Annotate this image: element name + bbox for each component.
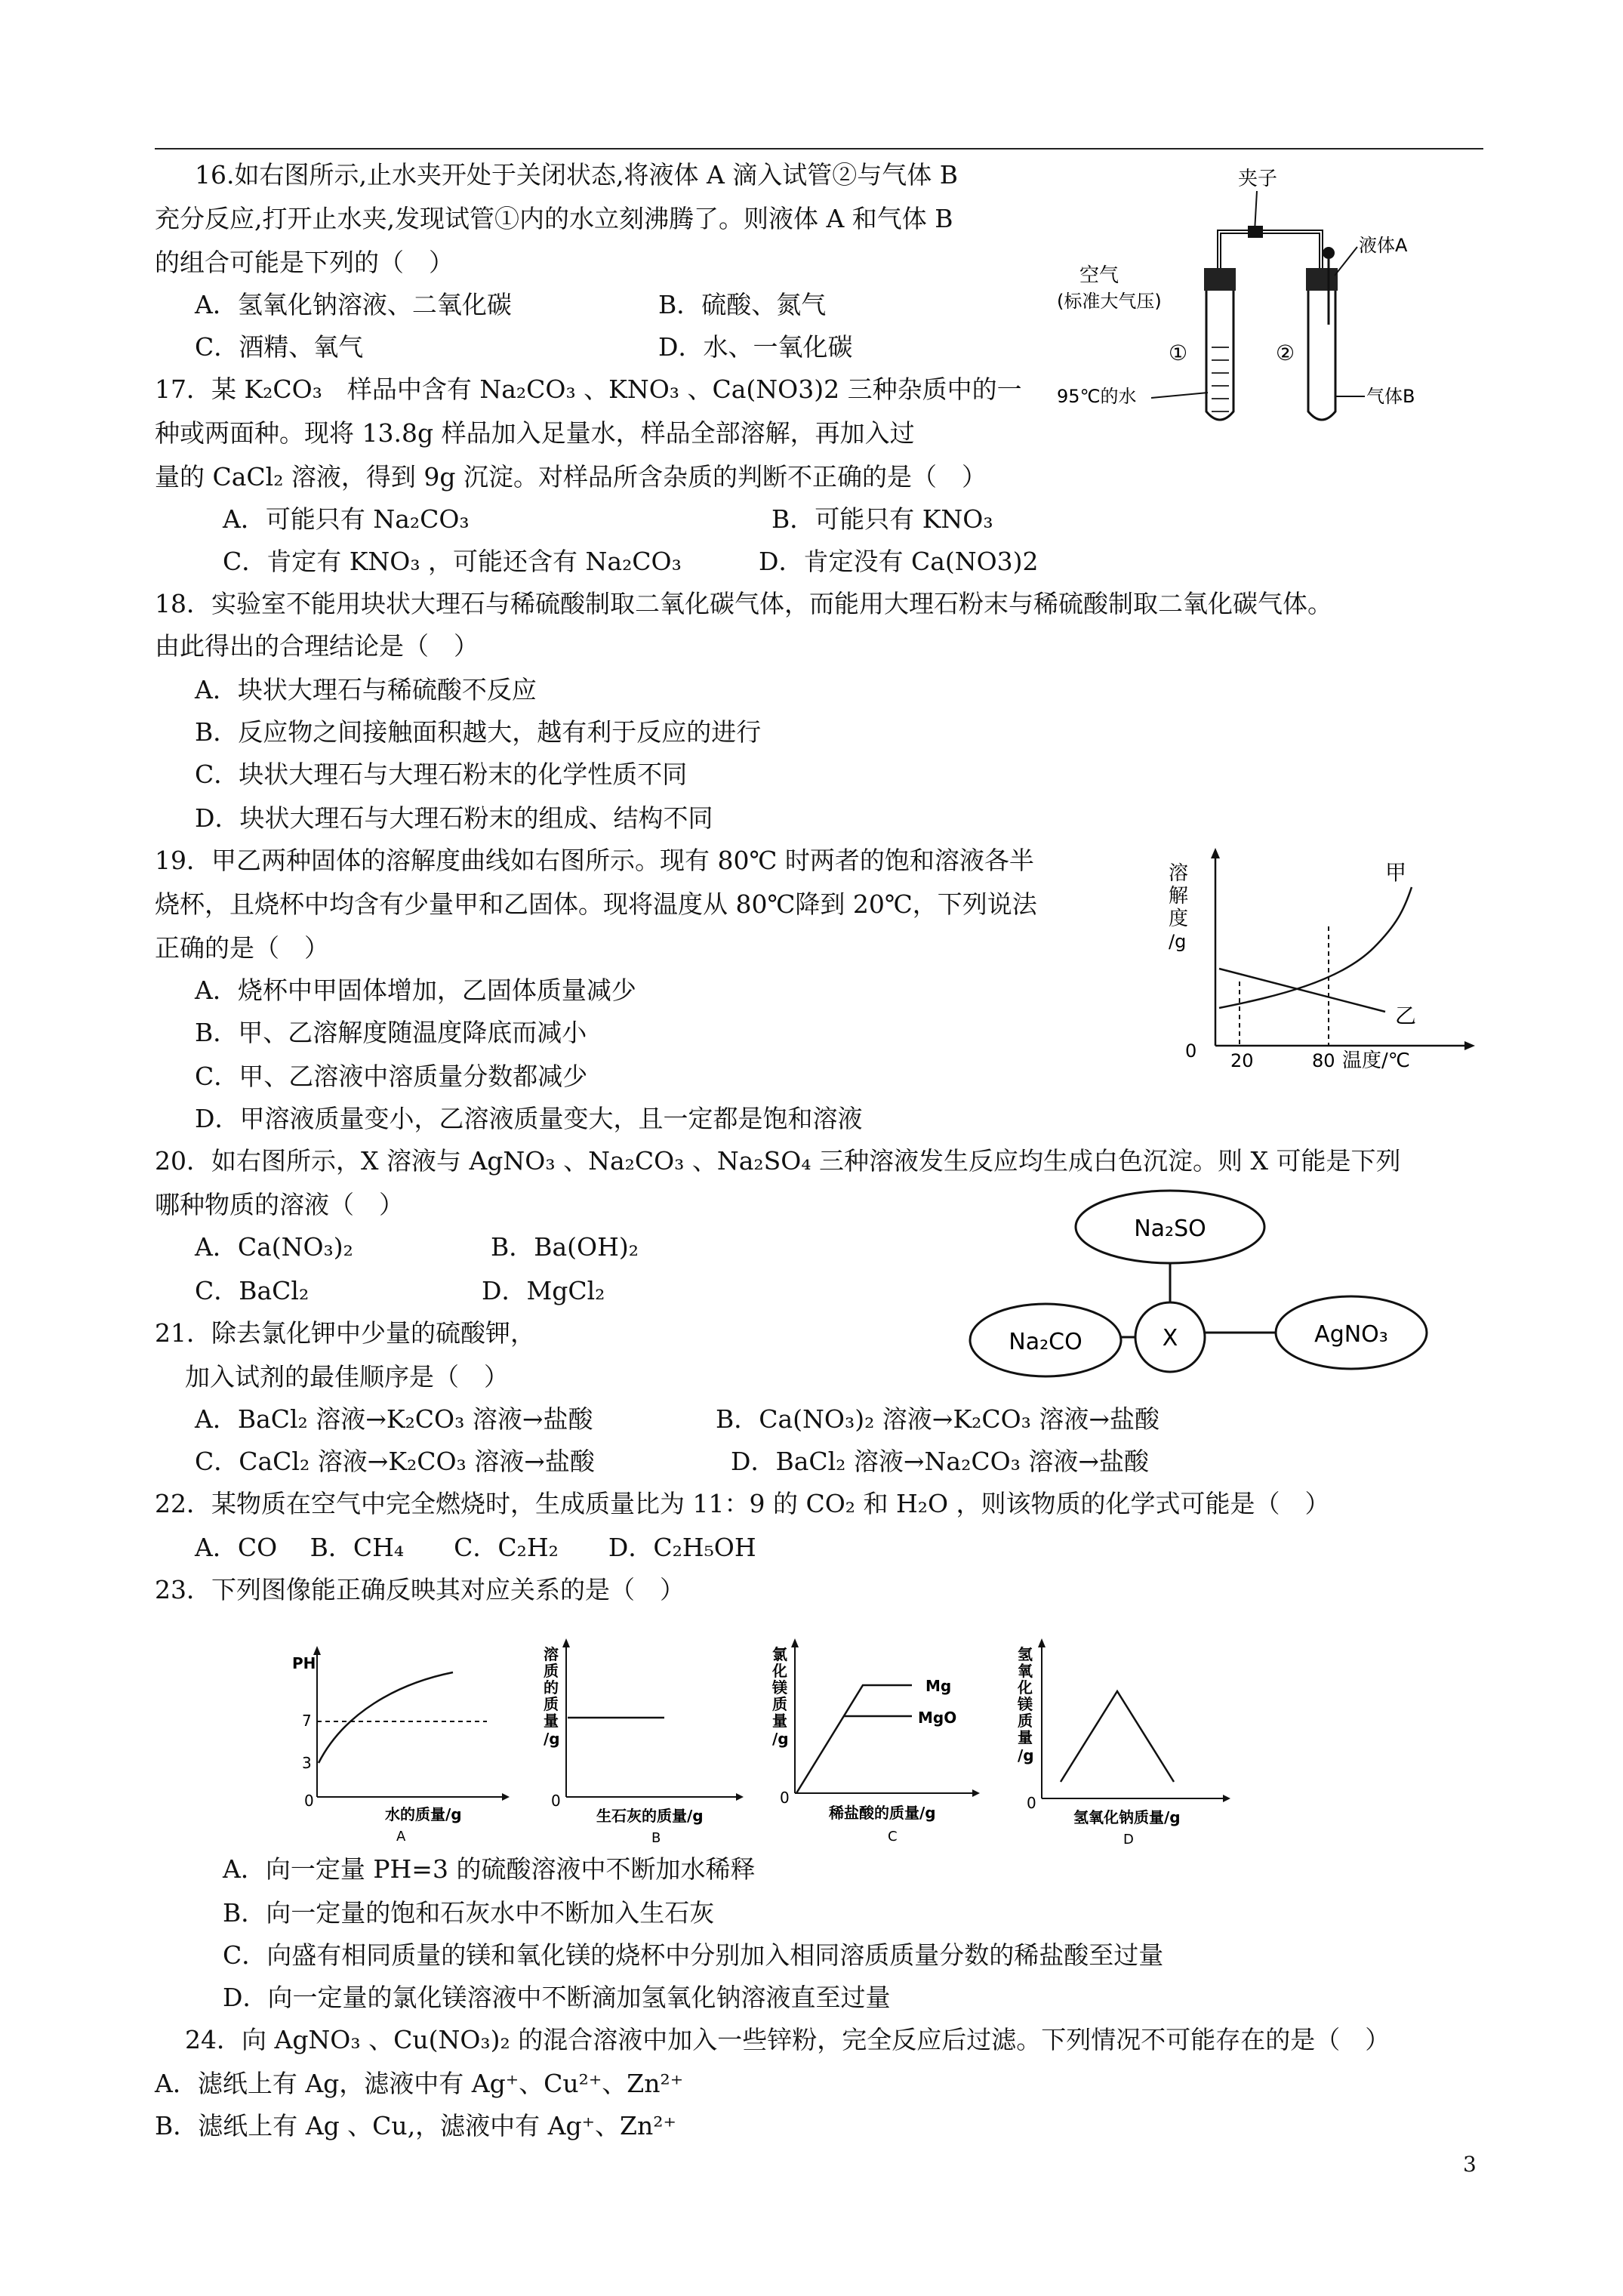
- q19-option-d: D．甲溶液质量变小，乙溶液质量变大，且一定都是饱和溶液: [195, 1104, 863, 1133]
- page-number: 3: [1463, 2152, 1477, 2177]
- q17-option-c: C．肯定有 KNO₃ ，可能还含有 Na₂CO₃: [223, 547, 682, 576]
- graph-b-caption: B: [651, 1830, 661, 1846]
- graph-c-origin: 0: [780, 1789, 790, 1807]
- q21-option-b: B．Ca(NO₃)₂ 溶液→K₂CO₃ 溶液→盐酸: [716, 1404, 1160, 1434]
- graph-b-ylabel-4: 质: [544, 1695, 559, 1713]
- q17-option-b: B．可能只有 KNO₃: [771, 504, 993, 534]
- q19-option-b: B．甲、乙溶解度随温度降底而减小: [195, 1018, 587, 1047]
- curve-yi: [1219, 969, 1385, 1012]
- graph-d-ylabel-6: 量: [1018, 1728, 1033, 1746]
- graph-b-ylabel-3: 的: [544, 1678, 559, 1697]
- solubility-figure: [1155, 842, 1487, 1076]
- q20-line1: 20．如右图所示，X 溶液与 AgNO₃ 、Na₂CO₃ 、Na₂SO₄ 三种溶液发生反应均生成白色沉淀。则 X 可能是下列: [155, 1146, 1401, 1176]
- graph-d: [1004, 1631, 1238, 1850]
- q23-option-d: D．向一定量的氯化镁溶液中不断滴加氢氧化钠溶液直至过量: [223, 1983, 891, 2012]
- q23-option-c: C．向盛有相同质量的镁和氧化镁的烧杯中分别加入相同溶质质量分数的稀盐酸至过量: [223, 1940, 1164, 1970]
- q22-line1: 22．某物质在空气中完全燃烧时，生成质量比为 11：9 的 CO₂ 和 H₂O ，则该物质的化学式可能是（ ）: [155, 1489, 1330, 1518]
- q22-options: A．CO B．CH₄ C．C₂H₂ D．C₂H₅OH: [195, 1533, 756, 1562]
- solubility-tick-20: 20: [1230, 1050, 1254, 1071]
- graph-b-ylabel-6: /g: [544, 1730, 560, 1748]
- q16-option-d: D．水、一氧化碳: [658, 332, 853, 362]
- q19-line2: 烧杯，且烧杯中均含有少量甲和乙固体。现将温度从 80℃降到 20℃，下列说法: [155, 889, 1037, 919]
- air-pressure-note: (标准大气压): [1057, 291, 1162, 312]
- q20-option-d: D．MgCl₂: [482, 1276, 605, 1305]
- node-left-label: Na₂CO: [1009, 1329, 1083, 1355]
- q18-option-d: D．块状大理石与大理石粉末的组成、结构不同: [195, 803, 713, 833]
- q23-option-b: B．向一定量的饱和石灰水中不断加入生石灰: [223, 1898, 715, 1928]
- q17-line1: 17．某 K₂CO₃ 样品中含有 Na₂CO₃ 、KNO₃ 、Ca(NO3)2 三种杂质中的一: [155, 374, 1022, 404]
- q19-line3: 正确的是（ ）: [155, 933, 329, 963]
- graph-b-ylabel-1: 溶: [544, 1645, 559, 1663]
- q16-line3: 的组合可能是下列的（ ）: [155, 248, 454, 277]
- tube1-label: ①: [1169, 341, 1188, 365]
- q17-option-a: A．可能只有 Na₂CO₃: [223, 504, 470, 534]
- solubility-xlabel: 温度/℃: [1342, 1049, 1410, 1072]
- q19-line1: 19．甲乙两种固体的溶解度曲线如右图所示。现有 80℃ 时两者的饱和溶液各半: [155, 846, 1034, 875]
- graph-d-xlabel: 氢氧化钠质量/g: [1073, 1808, 1181, 1826]
- q21-option-a: A．BaCl₂ 溶液→K₂CO₃ 溶液→盐酸: [195, 1404, 593, 1434]
- gas-b-label: 气体B: [1366, 386, 1415, 407]
- q18-option-b: B．反应物之间接触面积越大，越有利于反应的进行: [195, 717, 762, 747]
- graph-c-ylabel-1: 氯: [772, 1645, 787, 1663]
- liquid-a-label: 液体A: [1359, 235, 1408, 256]
- q21-option-d: D．BaCl₂ 溶液→Na₂CO₃ 溶液→盐酸: [731, 1447, 1150, 1476]
- node-center-label: X: [1162, 1325, 1178, 1351]
- graph-b-ylabel-5: 量: [544, 1712, 559, 1730]
- q24-option-b: B．滤纸上有 Ag 、Cu,，滤液中有 Ag⁺、Zn²⁺: [155, 2111, 676, 2140]
- q17-option-d: D．肯定没有 Ca(NO3)2: [759, 547, 1039, 576]
- q24-option-a: A．滤纸上有 Ag，滤液中有 Ag⁺、Cu²⁺、Zn²⁺: [155, 2069, 684, 2098]
- q18-option-a: A．块状大理石与稀硫酸不反应: [195, 675, 537, 704]
- tube2-label: ②: [1276, 341, 1295, 365]
- graph-a-ylabel: PH: [292, 1654, 316, 1672]
- graph-c-ylabel-6: /g: [772, 1730, 789, 1748]
- graph-d-caption: D: [1123, 1832, 1134, 1848]
- x-relation-diagram: [966, 1189, 1442, 1393]
- solubility-ylabel-3: 度: [1169, 908, 1189, 930]
- curve-jia: [1219, 887, 1412, 1008]
- graph-a-caption: A: [396, 1829, 406, 1845]
- node-right-label: AgNO₃: [1314, 1321, 1388, 1348]
- solubility-origin: 0: [1185, 1040, 1197, 1062]
- series-jia-label: 甲: [1385, 860, 1407, 885]
- graph-d-ylabel-5: 质: [1018, 1712, 1033, 1730]
- graph-c-ylabel-5: 量: [772, 1712, 787, 1730]
- graph-c-mg-label: Mg: [925, 1677, 952, 1695]
- solubility-ylabel-1: 溶: [1169, 862, 1189, 885]
- q18-option-c: C．块状大理石与大理石粉末的化学性质不同: [195, 760, 688, 789]
- clamp-label: 夹子: [1238, 168, 1278, 190]
- q19-option-c: C．甲、乙溶液中溶质量分数都减少: [195, 1062, 588, 1091]
- solubility-ylabel-2: 解: [1169, 885, 1189, 908]
- q21-line1: 21．除去氯化钾中少量的硫酸钾，: [155, 1318, 535, 1348]
- series-yi-label: 乙: [1395, 1003, 1417, 1028]
- water-label: 95℃的水: [1057, 386, 1137, 407]
- graph-a-tick-7: 7: [302, 1712, 312, 1730]
- graph-c-ylabel-2: 化: [772, 1662, 787, 1680]
- q20-option-a: A．Ca(NO₃)₂: [195, 1232, 353, 1262]
- graph-c-ylabel-4: 质: [772, 1695, 787, 1713]
- graph-a-origin: 0: [304, 1792, 314, 1810]
- q18-line2: 由此得出的合理结论是（ ）: [155, 631, 479, 661]
- graph-c: [761, 1631, 987, 1850]
- q16-line2: 充分反应,打开止水夹,发现试管①内的水立刻沸腾了。则液体 A 和气体 B: [155, 204, 953, 233]
- graph-b-origin: 0: [551, 1792, 561, 1810]
- graph-b-ylabel-2: 质: [544, 1662, 559, 1680]
- graph-a: [283, 1638, 510, 1850]
- graph-c-mg-line: [796, 1685, 912, 1793]
- q18-line1: 18．实验室不能用块状大理石与稀硫酸制取二氧化碳气体，而能用大理石粉末与稀硫酸制取二氧化碳气体。: [155, 589, 1332, 618]
- q20-option-c: C．BaCl₂: [195, 1276, 310, 1305]
- q24-line1: 24．向 AgNO₃ 、Cu(NO₃)₂ 的混合溶液中加入一些锌粉，完全反应后过滤。下列情况不可能存在的是（ ）: [185, 2025, 1390, 2054]
- graph-d-line: [1061, 1691, 1174, 1782]
- q20-option-b: B．Ba(OH)₂: [491, 1232, 639, 1262]
- q23-option-a: A．向一定量 PH=3 的硫酸溶液中不断加水稀释: [223, 1854, 756, 1884]
- graph-c-xlabel: 稀盐酸的质量/g: [829, 1804, 936, 1822]
- graph-d-ylabel-7: /g: [1018, 1746, 1034, 1764]
- graph-d-ylabel-2: 氧: [1018, 1662, 1033, 1680]
- graph-b-xlabel: 生石灰的质量/g: [596, 1807, 704, 1825]
- q16-option-b: B．硫酸、氮气: [658, 290, 827, 319]
- q16-option-c: C．酒精、氧气: [195, 332, 364, 362]
- graph-d-ylabel-3: 化: [1018, 1678, 1033, 1697]
- graph-d-origin: 0: [1027, 1794, 1036, 1812]
- graph-a-xlabel: 水的质量/g: [385, 1805, 462, 1823]
- graph-b: [532, 1631, 751, 1850]
- graph-c-caption: C: [888, 1829, 898, 1845]
- air-label: 空气: [1079, 264, 1119, 287]
- q21-option-c: C．CaCl₂ 溶液→K₂CO₃ 溶液→盐酸: [195, 1447, 595, 1476]
- q16-line1: 16.如右图所示,止水夹开处于关闭状态,将液体 A 滴入试管②与气体 B: [195, 160, 959, 190]
- solubility-tick-80: 80: [1312, 1050, 1335, 1071]
- q21-line2: 加入试剂的最佳顺序是（ ）: [185, 1362, 509, 1391]
- solubility-ylabel-4: /g: [1169, 931, 1187, 952]
- graph-d-ylabel-4: 镁: [1018, 1695, 1033, 1713]
- graph-a-tick-3: 3: [302, 1754, 312, 1772]
- q19-option-a: A．烧杯中甲固体增加，乙固体质量减少: [195, 975, 636, 1005]
- graph-a-curve: [319, 1672, 453, 1763]
- q17-line2: 种或两面种。现将 13.8g 样品加入足量水，样品全部溶解，再加入过: [155, 418, 915, 448]
- q16-option-a: A．氢氧化钠溶液、二氧化碳: [195, 290, 512, 319]
- apparatus-figure: [1057, 162, 1449, 442]
- q20-line2: 哪种物质的溶液（ ）: [155, 1190, 404, 1219]
- q17-line3: 量的 CaCl₂ 溶液，得到 9g 沉淀。对样品所含杂质的判断不正确的是（ ）: [155, 462, 987, 492]
- header-rule: [155, 148, 1483, 149]
- graph-c-mgo-label: MgO: [918, 1709, 957, 1727]
- q23-line1: 23．下列图像能正确反映其对应关系的是（ ）: [155, 1575, 685, 1604]
- graph-c-ylabel-3: 镁: [772, 1678, 787, 1697]
- graph-d-ylabel-1: 氢: [1018, 1645, 1033, 1663]
- node-top-label: Na₂SO: [1134, 1216, 1206, 1242]
